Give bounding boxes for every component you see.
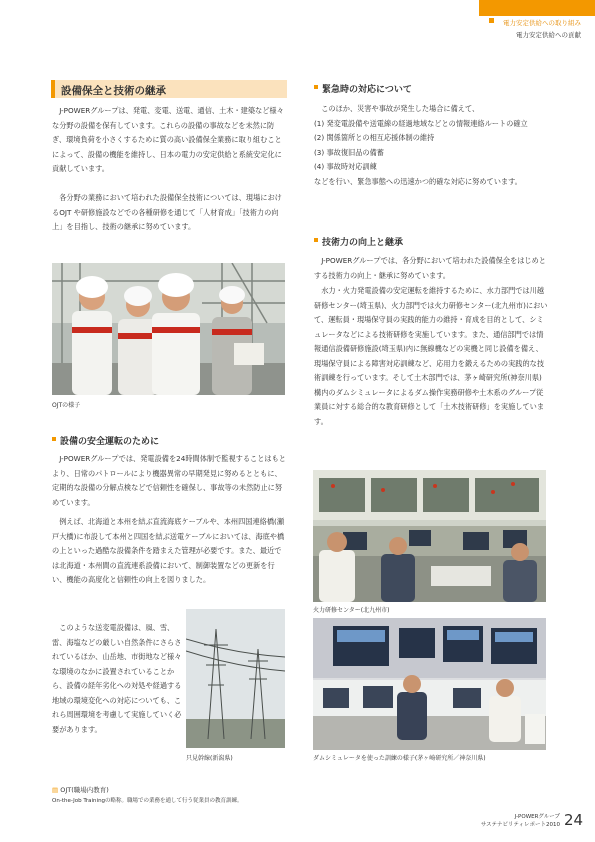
intro-paragraph-2: 各分野の業務において培われた設備保全技術については、現場におけるOJT や研修施設などでの各種研修を通じて「人材育成」「技術力の向上」を目指し、技術の継承に努めています。: [52, 193, 282, 231]
dam-simulator-photo: [313, 618, 546, 750]
safe-paragraph-3: このような送変電設備は、風、雪、雷、海塩などの厳しい自然条件にさらされているほか、山岳地、市街地など様々な環境のなかに設置されていることから、設備の経年劣化への対処や経過する地域の環境変化への対応についても、これら周囲環境を考慮して実施していく必要があります。: [52, 623, 182, 734]
page-number: 24: [564, 811, 584, 829]
header-category: 電力安定供給への取り組み: [503, 19, 581, 27]
skill-title: 技術力の向上と継承: [322, 235, 403, 248]
header-subcategory: 電力安定供給への貢献: [516, 31, 581, 39]
transmission-line-photo: [186, 609, 285, 748]
ojt-photo: [52, 263, 285, 395]
ojt-photo-caption: OJTの様子: [52, 402, 81, 409]
ojt-footnote-definition: On-the-Job Trainingの略称。職場での業務を通して行う従業員の教育訓練。: [52, 798, 243, 804]
ojt-footnote-term: [52, 785, 109, 794]
intro-paragraph-1: J-POWERグループは、発電、変電、送電、通信、土木・建築など様々な分野の設備を保有しています。これらの設備の事故などを未然に防ぎ、環境負荷を小さくするために質の高い設備保全業務に取り組むことによって、設備の機能を維持し、日本の電力の安定供給と系統安定化に貢献しています。: [52, 106, 284, 173]
emergency-item-1: (1) 発変電設備や送電線の経過地域などとの情報連絡ルートの確立: [314, 118, 528, 128]
thermal-training-caption: 火力研修センター(北九州市): [313, 607, 390, 614]
emergency-item-3: (3) 事故復旧品の備蓄: [314, 147, 384, 157]
footer-report-title: サステナビリティレポート2010: [480, 822, 560, 828]
safe-paragraph-1: J-POWERグループでは、発電設備を24時間体制で監視することはもとより、日常のパトロールにより機器異常の早期発見に努めるとともに、定期的な設備の分解点検などで信頼性を確保し、事故等の未然防止に努めています。: [52, 454, 286, 507]
footer-brand: J-POWERグループ: [514, 814, 560, 820]
emergency-title: 緊急時の対応について: [322, 82, 412, 95]
emergency-outro: などを行い、緊急事態への迅速かつ的確な対応に努めています。: [314, 176, 522, 186]
section-heading: [51, 80, 287, 98]
category-bullet: [489, 18, 494, 23]
skill-paragraph-1: J-POWERグループでは、各分野において培われた設備保全をはじめとする技術力の向上・継承に努めています。: [314, 256, 546, 280]
emergency-item-4: (4) 事故時対応訓練: [314, 162, 377, 171]
transmission-line-caption: 只見幹線(新潟県): [186, 755, 233, 762]
dam-simulator-caption: ダムシミュレータを使った訓練の様子(茅ヶ崎研究所／神奈川県): [313, 755, 486, 762]
emergency-intro: このほか、災害や事故が発生した場合に備えて、: [321, 104, 480, 113]
skill-paragraph-2: 水力・火力発電設備の安定運転を維持するために、水力部門では川越研修センター(埼玉県)、火力部門では火力研修センター(北九州市)において、運転員・現場保守員の実践的能力の維持・育成を目的として、シミュレータなどによる技術研修を実施しています。また、通信部門では情報通信設備研修施設(埼玉県)内に無線機などの実機と同じ設備を備え、現場保守員による障害対応訓練など、応用力を鍛えるための実践的な技術訓練を行っています。そして土木部門では、茅ヶ崎研究所(神奈川県)構内のダムシミュレータによるダム操作実務研修や土木系のグループ従業員に対する総合的な教育研修として「土木技術研修」を実施しています。: [314, 286, 548, 426]
ojt-term: OJT(職場内教育): [60, 786, 109, 794]
safe-paragraph-2: 例えば、北海道と本州を結ぶ直流海底ケーブルや、本州四国連絡橋(瀬戸大橋)に布設して本州と四国を結ぶ送電ケーブルにおいては、海底や橋の上といった過酷な設備条件を踏まえた管理が必要です。また、最近では北海道・本州間の直流連系設備において、制御装置などの更新を行い、機能の高度化と信頼性の向上を図りました。: [52, 517, 285, 584]
section-title: 設備保全と技術の継承: [61, 85, 166, 97]
category-tab: [479, 0, 595, 16]
safe-operation-title: 設備の安全運転のために: [60, 434, 159, 447]
thermal-training-photo: [313, 470, 546, 602]
emergency-item-2: (2) 関係箇所との相互応援体制の維持: [314, 133, 435, 142]
emergency-body: [314, 102, 548, 189]
book-icon: ▤: [52, 786, 59, 794]
